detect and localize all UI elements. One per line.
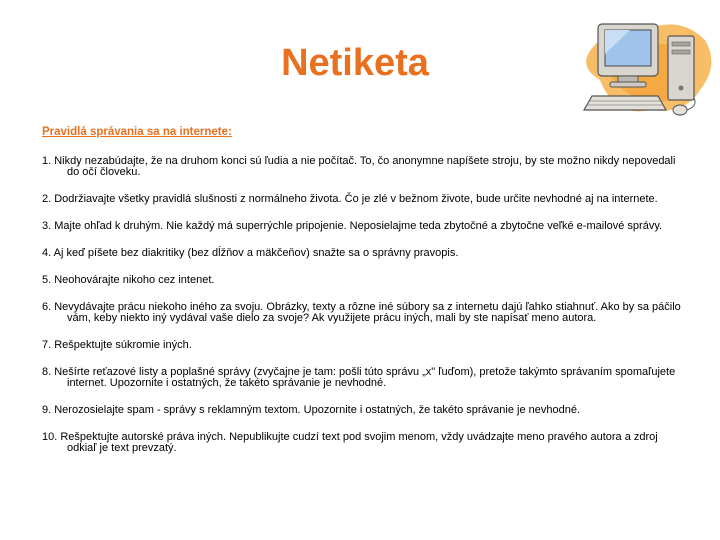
list-item: 2. Dodržiavajte všetky pravidlá slušnosti z normálneho života. Čo je zlé v bežnom živote, bude určite nevhodné aj na internete. [42, 193, 658, 205]
list-item: 4. Aj keď píšete bez diakritiky (bez dĺžňov a mäkčeňov) snažte sa o správny pravopis. [42, 247, 459, 259]
list-item: 7. Rešpektujte súkromie iných. [42, 339, 192, 351]
page-title: Netiketa [281, 42, 429, 84]
list-item: 6. Nevydávajte prácu niekoho iného za svoju. Obrázky, texty a rôzne iné súbory sa z internetu dajú ľahko stiahnuť. Ako by sa páčilo vám, keby niekto iný vydával vaše dielo za svoje? Ak využijete prácu iných, mali by ste napísať meno autora. [42, 301, 681, 324]
list-item: 10. Rešpektujte autorské práva iných. Nepublikujte cudzí text pod svojim menom, vždy uvádzajte meno pravého autora a zdroj odkiaľ je text prevzatý. [42, 431, 658, 454]
list-item: 1. Nikdy nezabúdajte, že na druhom konci sú ľudia a nie počítač. To, čo anonymne napíšete stroju, by ste možno nikdy nepovedali do očí človeku. [42, 155, 676, 178]
list-item: 3. Majte ohľad k druhým. Nie každý má superrýchle pripojenie. Neposielajme teda zbytočné a zbytočne veľké e-mailové správy. [42, 220, 663, 232]
list-item: 5. Neohovárajte nikoho cez intenet. [42, 274, 215, 286]
rules-list [42, 156, 690, 470]
list-item: 9. Nerozosielajte spam - správy s reklamným textom. Upozornite i ostatných, že takéto správanie je nevhodné. [42, 404, 581, 416]
computer-icon [570, 10, 720, 125]
subtitle: Pravidlá správania sa na internete: [42, 126, 232, 138]
list-item: 8. Nešírte reťazové listy a poplašné správy (zvyčajne je tam: pošli túto správu „x" ľuďom), pretože takýmto správaním spomaľujete internet. Upozornite i ostatných, že takéto správanie je nevhodné. [42, 366, 676, 389]
